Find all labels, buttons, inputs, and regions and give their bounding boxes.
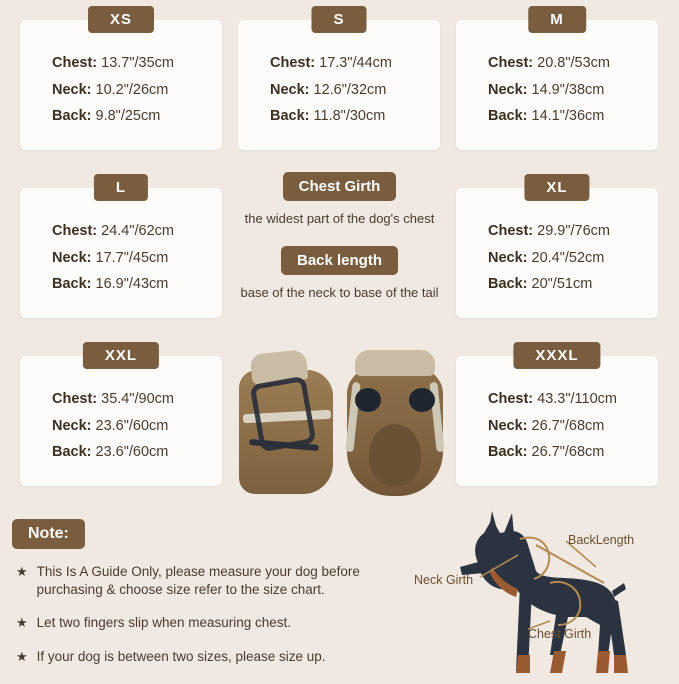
size-card-xxxl	[456, 347, 658, 486]
measurement-row	[20, 50, 222, 77]
star-icon: ★	[16, 564, 28, 579]
measurement-label: Chest:	[52, 223, 98, 239]
size-badge: S	[311, 6, 366, 33]
measurement-label: Back:	[52, 276, 92, 292]
dog-ear	[504, 513, 514, 535]
measurement-value: 14.1"/36cm	[527, 108, 605, 124]
measurement-label: Chest:	[52, 391, 98, 407]
measurement-label: Back:	[488, 108, 528, 124]
dog-paw	[516, 655, 530, 673]
size-badge: XXXL	[513, 342, 600, 369]
measurement-value: 13.7"/35cm	[97, 55, 175, 71]
dog-illustration	[400, 505, 679, 679]
measurement-value: 17.7"/45cm	[91, 249, 169, 266]
note-list	[16, 563, 416, 681]
star-icon: ★	[16, 615, 28, 631]
measurement-label: Neck:	[52, 81, 92, 98]
measurement-row	[20, 386, 222, 413]
measurement-row	[20, 439, 222, 466]
measurement-value: 14.9"/38cm	[527, 81, 605, 98]
measurement-value: 9.8"/25cm	[91, 108, 161, 124]
size-card-xxl	[20, 347, 222, 486]
measurement-label: Back:	[270, 108, 310, 124]
size-badge: XXL	[83, 342, 159, 369]
size-badge: M	[528, 6, 586, 33]
size-measurements	[456, 188, 658, 312]
dog-tail	[612, 583, 626, 597]
measurement-row	[456, 439, 658, 466]
neck-girth-label: Neck Girth	[414, 573, 474, 587]
size-card-s	[238, 11, 440, 150]
measurement-row	[20, 77, 222, 104]
measurement-value: 10.2"/26cm	[91, 81, 169, 98]
measurement-value: 26.7"/68cm	[527, 417, 605, 434]
note-text: If your dog is between two sizes, please size up.	[36, 648, 326, 664]
measurement-label: Neck:	[488, 417, 528, 434]
note-text: Let two fingers slip when measuring chest.	[36, 615, 292, 631]
measurement-value: 23.6"/60cm	[91, 417, 169, 434]
measurement-row	[456, 50, 658, 77]
measurement-label: Chest:	[52, 55, 98, 71]
note-item	[16, 614, 416, 632]
size-badge: XL	[524, 174, 589, 201]
dog-paw	[614, 655, 628, 673]
measurement-value: 16.9"/43cm	[91, 276, 169, 292]
chest-girth-description: the widest part of the dog's chest	[244, 211, 435, 226]
size-measurements	[20, 188, 222, 312]
star-icon: ★	[16, 648, 28, 664]
measurement-row	[20, 103, 222, 130]
vest-collar	[355, 350, 435, 376]
measurement-label: Neck:	[488, 249, 528, 266]
size-measurements	[456, 356, 658, 480]
measurement-row	[238, 50, 440, 77]
size-measurements	[456, 20, 658, 144]
measurement-label: Neck:	[52, 249, 92, 266]
measurement-label: Chest:	[488, 55, 534, 71]
vest-belly-panel	[369, 424, 421, 486]
measurement-value: 17.3"/44cm	[315, 55, 393, 71]
size-measurements	[238, 20, 440, 144]
size-badge: XS	[88, 6, 154, 33]
dog-rear-leg	[596, 651, 610, 673]
product-images	[232, 336, 448, 496]
measurement-row	[456, 386, 658, 413]
measurement-value: 20.8"/53cm	[533, 55, 611, 71]
measurement-value: 24.4"/62cm	[97, 223, 175, 239]
measurement-label: Neck:	[52, 417, 92, 434]
measurement-label: Back:	[488, 276, 528, 292]
measurement-value: 12.6"/32cm	[309, 81, 387, 98]
dog-vest-front-view	[343, 346, 447, 496]
size-card-xl	[456, 179, 658, 318]
back-length-description: base of the neck to base of the tail	[240, 284, 439, 300]
measurement-label: Neck:	[270, 81, 310, 98]
measurement-row	[20, 413, 222, 440]
size-badge: L	[94, 174, 148, 201]
leg-hole	[355, 388, 381, 412]
size-measurements	[20, 20, 222, 144]
size-card-m	[456, 11, 658, 150]
measurement-value: 20"/51cm	[527, 276, 593, 292]
back-length-badge: Back length	[281, 246, 398, 275]
back-length-label: BackLength	[568, 533, 635, 547]
measurement-row	[456, 77, 658, 104]
measurement-row	[456, 245, 658, 272]
dog-vest-side-view	[233, 346, 337, 496]
measurement-row	[456, 218, 658, 245]
measurement-label: Back:	[488, 444, 528, 460]
measurement-label: Chest:	[488, 223, 534, 239]
measurement-value: 29.9"/76cm	[533, 223, 611, 239]
measurement-value: 11.8"/30cm	[309, 108, 386, 124]
measurement-value: 26.7"/68cm	[527, 444, 605, 460]
dog-measurement-diagram	[400, 505, 679, 679]
measurement-label: Chest:	[270, 55, 316, 71]
measurement-value: 23.6"/60cm	[91, 444, 169, 460]
measurement-row	[456, 103, 658, 130]
measurement-label: Neck:	[488, 81, 528, 98]
dog-ear	[488, 511, 498, 535]
size-measurements	[20, 356, 222, 480]
note-item	[16, 648, 416, 666]
measurement-value: 43.3"/110cm	[533, 391, 617, 407]
measurement-row	[456, 413, 658, 440]
note-item	[16, 563, 416, 599]
measurement-label: Back:	[52, 444, 92, 460]
measurement-label: Back:	[52, 108, 92, 124]
chest-girth-badge: Chest Girth	[283, 172, 397, 201]
measurement-row	[20, 245, 222, 272]
measurement-row	[456, 271, 658, 298]
leg-hole	[409, 388, 435, 412]
size-card-xs	[20, 11, 222, 150]
measurement-row	[20, 271, 222, 298]
note-title: Note:	[12, 519, 85, 549]
note-text: This Is A Guide Only, please measure your dog before purchasing & choose size refer to the size chart.	[36, 564, 360, 598]
measurement-row	[20, 218, 222, 245]
measurement-label: Chest:	[488, 391, 534, 407]
measurement-definitions	[228, 172, 451, 320]
measurement-row	[238, 103, 440, 130]
measurement-value: 20.4"/52cm	[527, 249, 605, 266]
size-card-l	[20, 179, 222, 318]
measurement-value: 35.4"/90cm	[97, 391, 175, 407]
chest-girth-label: Chest Girth	[528, 627, 592, 641]
measurement-row	[238, 77, 440, 104]
